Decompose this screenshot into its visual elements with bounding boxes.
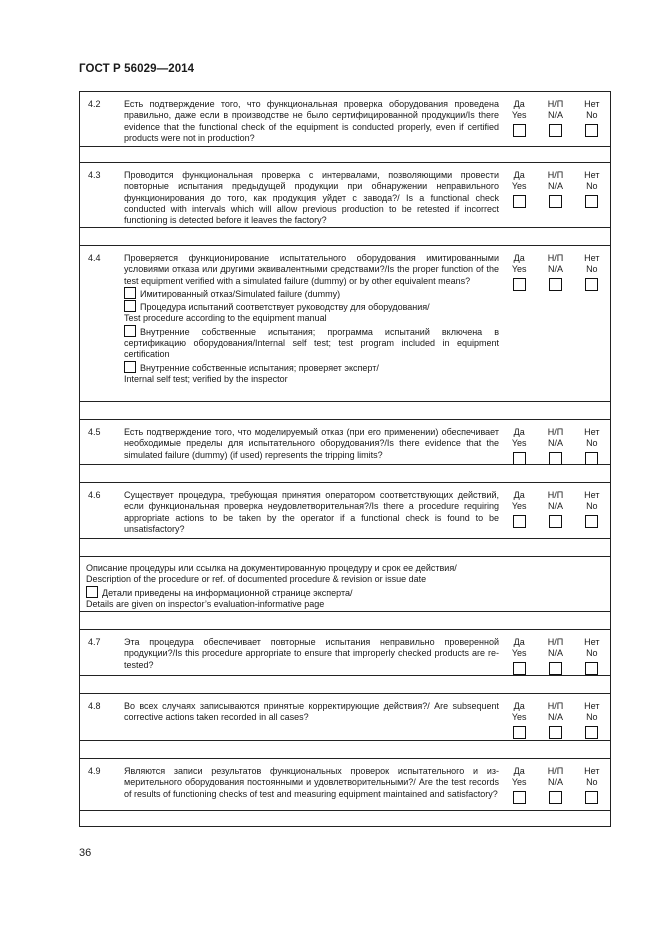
yes-label-ru: Да bbox=[513, 99, 525, 109]
question-number: 4.4 bbox=[88, 253, 101, 263]
no-label-en: No bbox=[586, 264, 598, 274]
question-text: Во всех случаях записываются принятые корректирующие действия?/ Are subsequent corrective actions taken recorded in all cases? bbox=[124, 701, 499, 723]
answer-group bbox=[501, 630, 610, 675]
na-label-ru: Н/П bbox=[547, 766, 564, 776]
details-option bbox=[86, 586, 604, 599]
yes-checkbox[interactable] bbox=[513, 278, 526, 291]
na-checkbox[interactable] bbox=[549, 195, 562, 208]
option-label: Имитированный отказ/Simulated failure (dummy) bbox=[140, 288, 341, 299]
no-label-ru: Нет bbox=[584, 170, 600, 180]
yes-checkbox[interactable] bbox=[513, 515, 526, 528]
yes-label-ru: Да bbox=[513, 170, 525, 180]
question-number: 4.9 bbox=[88, 766, 101, 776]
question-row-4-4 bbox=[80, 245, 610, 401]
question-row-4-3 bbox=[80, 162, 610, 227]
no-label-en: No bbox=[586, 501, 598, 511]
question-text: Являются записи результатов функциональных проверок испытательного и измерительного оборудования постоянными и удовлетворительными?/ Are the test records of results of functioning checks of test and measuring equipment maintained and satisfactory? bbox=[124, 766, 499, 799]
question-number: 4.3 bbox=[88, 170, 101, 180]
question-number: 4.6 bbox=[88, 490, 101, 500]
question-row-4-2 bbox=[80, 91, 610, 146]
question-row-4-7 bbox=[80, 629, 610, 675]
question-row-4-6 bbox=[80, 482, 610, 538]
na-label-ru: Н/П bbox=[547, 701, 564, 711]
question-number: 4.2 bbox=[88, 99, 101, 109]
question-text: Эта процедура обеспечивает повторные испытания неправильно проверенной продукции?/Is this procedure appropriate to ensure that improperly checked products are re-tested? bbox=[124, 637, 499, 670]
no-checkbox[interactable] bbox=[585, 662, 598, 675]
question-row-4-5 bbox=[80, 419, 610, 464]
answer-group bbox=[501, 163, 610, 227]
option-checkbox[interactable] bbox=[124, 300, 136, 312]
option-checkbox[interactable] bbox=[124, 361, 136, 373]
yes-label-en: Yes bbox=[511, 110, 527, 120]
yes-label-ru: Да bbox=[513, 253, 525, 263]
option-checkbox[interactable] bbox=[124, 287, 136, 299]
no-label-en: No bbox=[586, 777, 598, 787]
question-row-4-8 bbox=[80, 693, 610, 740]
answer-group bbox=[501, 92, 610, 146]
spacer-row bbox=[80, 740, 610, 758]
no-checkbox[interactable] bbox=[585, 278, 598, 291]
answer-group bbox=[501, 694, 610, 740]
option-checkbox[interactable] bbox=[124, 325, 136, 337]
yes-label-ru: Да bbox=[513, 701, 525, 711]
yes-checkbox[interactable] bbox=[513, 452, 526, 465]
no-label-ru: Нет bbox=[584, 253, 600, 263]
spacer-row bbox=[80, 227, 610, 245]
no-label-en: No bbox=[586, 181, 598, 191]
details-label-en: Details are given on inspector’s evaluation-informative page bbox=[86, 598, 325, 609]
question-text: Существует процедура, требующая принятия оператором соответствующих действий, если функциональная проверка неудовлетворительная?/Is there a procedure requiring appropriate actions to be taken by the operator if a functional check is found to be unsatisfactory? bbox=[124, 490, 499, 534]
question-number: 4.8 bbox=[88, 701, 101, 711]
question-text-block bbox=[124, 246, 501, 401]
yes-checkbox[interactable] bbox=[513, 124, 526, 137]
no-label-en: No bbox=[586, 110, 598, 120]
question-text: Есть подтверждение того, что функциональная проверка оборудования проведена правильно, даже если в производстве не было сертифицированной продукции/Is there evidence that the functional check of the equipment is conducted properly, even if certified products were not in production? bbox=[124, 99, 499, 143]
na-label-en: N/A bbox=[547, 181, 563, 191]
answer-group bbox=[501, 759, 610, 810]
no-label-en: No bbox=[586, 648, 598, 658]
no-label-ru: Нет bbox=[584, 490, 600, 500]
spacer-row bbox=[80, 401, 610, 419]
na-label-en: N/A bbox=[547, 777, 563, 787]
procedure-line-ru: Описание процедуры или ссылка на документированную процедуру и срок ее действия/ bbox=[86, 563, 457, 573]
no-checkbox[interactable] bbox=[585, 515, 598, 528]
yes-label-en: Yes bbox=[511, 501, 527, 511]
na-label-en: N/A bbox=[547, 264, 563, 274]
na-label-en: N/A bbox=[547, 648, 563, 658]
details-label: Детали приведены на информационной странице эксперта/ bbox=[102, 587, 353, 598]
na-label-ru: Н/П bbox=[547, 427, 564, 437]
procedure-line-en: Description of the procedure or ref. of documented procedure & revision or issue date bbox=[86, 574, 427, 585]
checklist-table bbox=[79, 91, 611, 827]
option-label-continued: Internal self test; verified by the inspector bbox=[124, 373, 288, 384]
yes-checkbox[interactable] bbox=[513, 662, 526, 675]
yes-checkbox[interactable] bbox=[513, 195, 526, 208]
no-label-ru: Нет bbox=[584, 99, 600, 109]
yes-label-ru: Да bbox=[513, 490, 525, 500]
yes-label-en: Yes bbox=[511, 648, 527, 658]
question-text: Есть подтверждение того, что моделируемый отказ (при его применении) обеспечивает необходимые пределы для испытательного оборудования?/Is there evidence that the simulated failure (dummy) (if used) represents the tripping limits? bbox=[124, 427, 499, 460]
spacer-row bbox=[80, 611, 610, 629]
yes-label-ru: Да bbox=[513, 766, 525, 776]
option-label-continued: Test procedure according to the equipment manual bbox=[124, 313, 327, 324]
no-label-en: No bbox=[586, 438, 598, 448]
yes-label-en: Yes bbox=[511, 264, 527, 274]
yes-label-ru: Да bbox=[513, 427, 525, 437]
na-label-ru: Н/П bbox=[547, 253, 564, 263]
na-checkbox[interactable] bbox=[549, 515, 562, 528]
na-label-ru: Н/П bbox=[547, 637, 564, 647]
no-checkbox[interactable] bbox=[585, 452, 598, 465]
no-label-en: No bbox=[586, 712, 598, 722]
na-label-ru: Н/П bbox=[547, 99, 564, 109]
yes-checkbox[interactable] bbox=[513, 726, 526, 739]
no-label-ru: Нет bbox=[584, 766, 600, 776]
option-label: Внутренние собственные испытания; проверяет эксперт/ bbox=[140, 362, 379, 373]
na-checkbox[interactable] bbox=[549, 452, 562, 465]
na-label-ru: Н/П bbox=[547, 170, 564, 180]
spacer-row bbox=[80, 538, 610, 556]
option-label: Внутренние собственные испытания; программа испытаний включена в сертификацию оборудования/Internal self test; test program included in equipment certification bbox=[124, 326, 499, 360]
answer-group bbox=[501, 246, 610, 401]
yes-label-en: Yes bbox=[511, 438, 527, 448]
na-label-en: N/A bbox=[547, 110, 563, 120]
no-checkbox[interactable] bbox=[585, 726, 598, 739]
option-simulated-failure bbox=[124, 287, 499, 300]
na-checkbox[interactable] bbox=[549, 726, 562, 739]
yes-label-en: Yes bbox=[511, 712, 527, 722]
option-test-procedure bbox=[124, 300, 499, 313]
na-checkbox[interactable] bbox=[549, 124, 562, 137]
question-text: Проверяется функционирование испытательного оборудования имитированными условиями отказа или другими эквивалентными средствами?/Is the proper function of the test equipment verified with a simulated failure (dummy) or by other equivalent means? bbox=[124, 253, 499, 286]
question-number: 4.7 bbox=[88, 637, 101, 647]
spacer-row bbox=[80, 146, 610, 162]
spacer-row bbox=[80, 464, 610, 482]
procedure-description-block bbox=[80, 556, 610, 611]
no-label-ru: Нет bbox=[584, 427, 600, 437]
na-label-en: N/A bbox=[547, 712, 563, 722]
na-label-en: N/A bbox=[547, 438, 563, 448]
yes-label-en: Yes bbox=[511, 777, 527, 787]
na-label-ru: Н/П bbox=[547, 490, 564, 500]
na-checkbox[interactable] bbox=[549, 278, 562, 291]
na-checkbox[interactable] bbox=[549, 791, 562, 804]
na-checkbox[interactable] bbox=[549, 662, 562, 675]
no-checkbox[interactable] bbox=[585, 195, 598, 208]
option-label: Процедура испытаний соответствует руководству для оборудования/ bbox=[140, 302, 430, 313]
answer-group bbox=[501, 420, 610, 464]
spacer-row bbox=[80, 810, 610, 826]
no-label-ru: Нет bbox=[584, 637, 600, 647]
yes-label-en: Yes bbox=[511, 181, 527, 191]
option-internal-self-test-inspector bbox=[124, 361, 499, 374]
spacer-row bbox=[80, 675, 610, 693]
option-internal-self-test-cert bbox=[124, 325, 499, 361]
no-label-ru: Нет bbox=[584, 701, 600, 711]
standard-designation: ГОСТ Р 56029—2014 bbox=[79, 63, 195, 75]
question-text: Проводится функциональная проверка с интервалами, позволяющими провести повторные испытания предыдущей продукции при обнаружении неправильного функционирования до того, как продукция уйдет с завода?/ Is a functional check conducted with intervals which will allow previous production to be retested if incorrect functioning is detected before it leaves the factory? bbox=[124, 170, 499, 226]
answer-group bbox=[501, 483, 610, 538]
na-label-en: N/A bbox=[547, 501, 563, 511]
no-checkbox[interactable] bbox=[585, 124, 598, 137]
details-checkbox[interactable] bbox=[86, 586, 98, 598]
no-checkbox[interactable] bbox=[585, 791, 598, 804]
page-number: 36 bbox=[79, 847, 92, 859]
question-number: 4.5 bbox=[88, 427, 101, 437]
question-row-4-9 bbox=[80, 758, 610, 810]
yes-label-ru: Да bbox=[513, 637, 525, 647]
yes-checkbox[interactable] bbox=[513, 791, 526, 804]
